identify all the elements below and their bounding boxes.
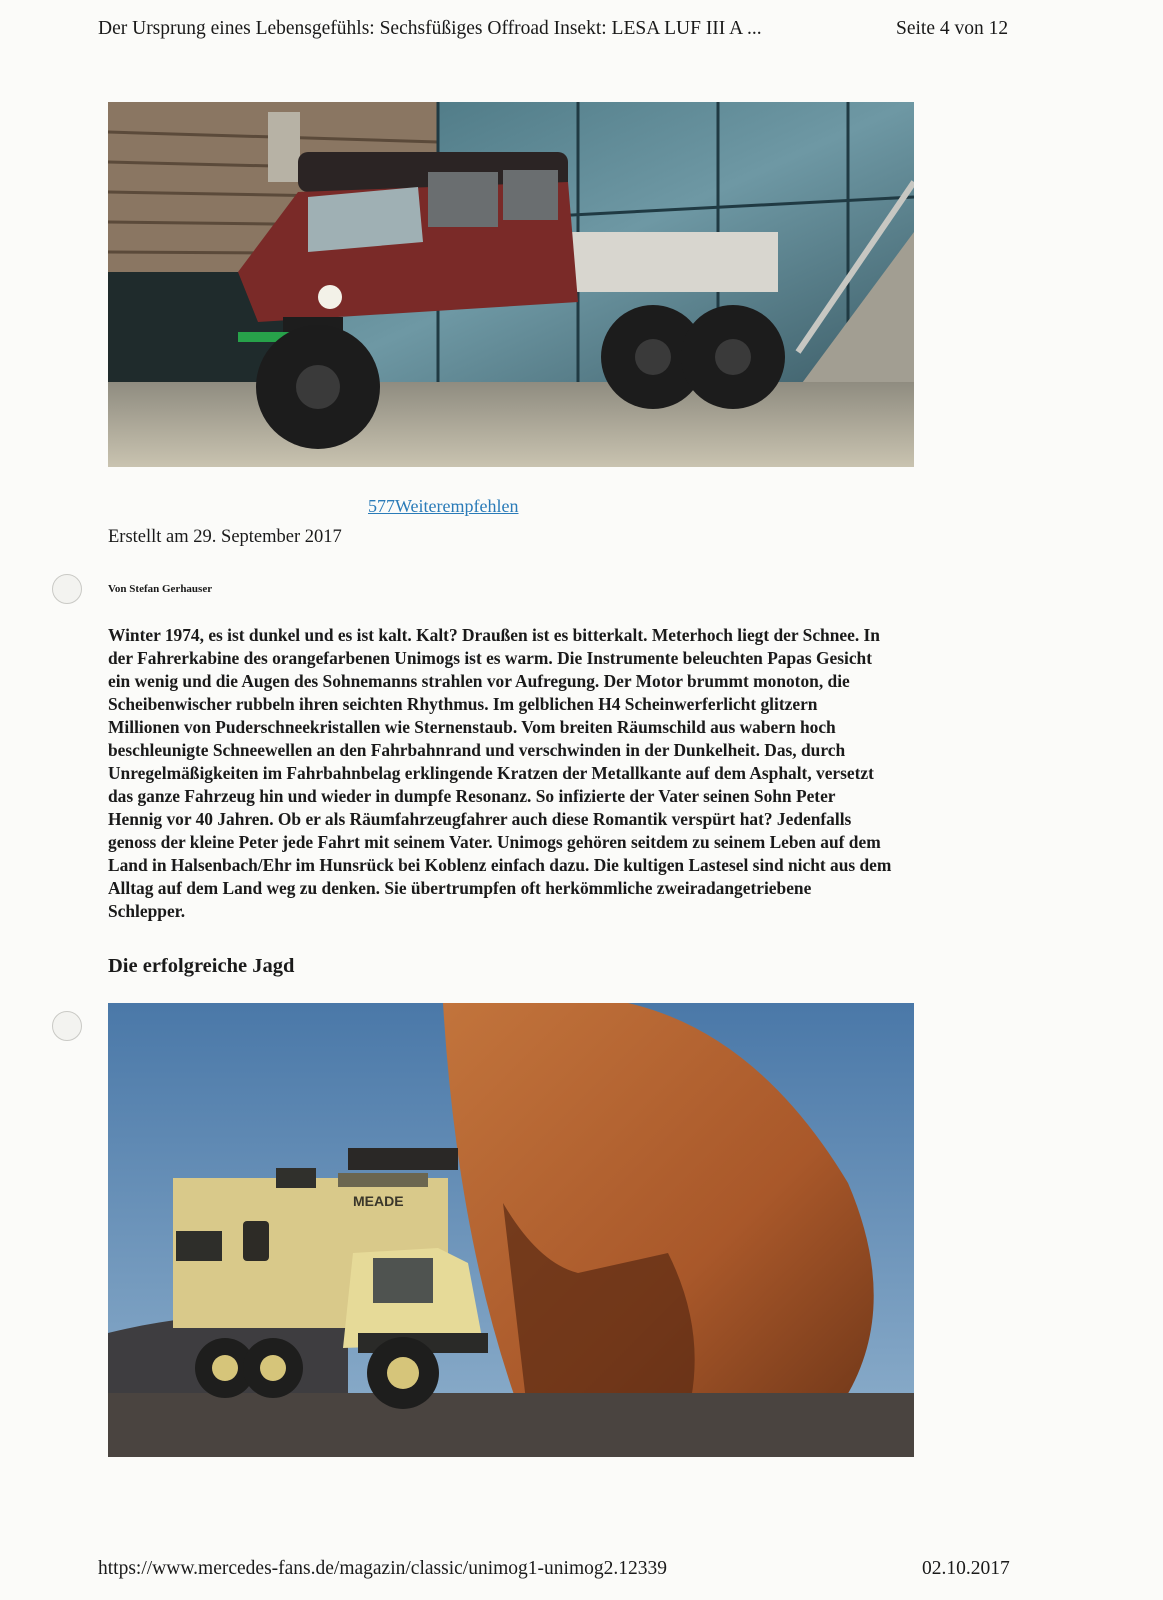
page-number: Seite 4 von 12 xyxy=(896,18,1009,39)
body-line: Alltag auf dem Land weg zu denken. Sie übertrumpfen oft herkömmliche zweiradangetriebene xyxy=(108,878,812,898)
body-line: beschleunigte Schneewellen an den Fahrbahnrand und verschwinden in der Dunkelheit. Das, durch xyxy=(108,740,846,760)
yellow-unimog-photo xyxy=(108,1003,914,1457)
body-line: das ganze Fahrzeug hin und wieder in dumpfe Resonanz. So infizierte der Vater seinen Sohn Peter xyxy=(108,786,836,806)
body-line: Millionen von Puderschneekristallen wie Sternenstaub. Vom breiten Räumschild aus wabern hoch xyxy=(108,717,836,737)
recommend-link[interactable]: 577Weiterempfehlen xyxy=(368,496,519,516)
author-byline: Von Stefan Gerhauser xyxy=(108,583,213,595)
source-url: https://www.mercedes-fans.de/magazin/classic/unimog1-unimog2.12339 xyxy=(98,1558,667,1579)
body-line: Schlepper. xyxy=(108,901,186,921)
red-unimog-photo xyxy=(108,102,914,467)
punch-hole xyxy=(52,1011,82,1041)
body-line: genoss der kleine Peter jede Fahrt mit seinem Vater. Unimogs gehören seitdem zu seinem Leben auf dem xyxy=(108,832,881,852)
meade-box-lettering: MEADE xyxy=(353,1193,404,1209)
created-date: Erstellt am 29. September 2017 xyxy=(108,527,342,547)
page-header-title: Der Ursprung eines Lebensgefühls: Sechsfüßiges Offroad Insekt: LESA LUF III A ... xyxy=(98,18,762,39)
body-line: Unregelmäßigkeiten im Fahrbahnbelag erklingende Kratzen der Metallkante auf dem Asphalt, versetzt xyxy=(108,763,874,783)
print-date: 02.10.2017 xyxy=(922,1558,1010,1579)
body-line: Winter 1974, es ist dunkel und es ist kalt. Kalt? Draußen ist es bitterkalt. Meterhoch liegt der Schnee. In xyxy=(108,625,880,645)
section-heading: Die erfolgreiche Jagd xyxy=(108,955,295,977)
body-line: der Fahrerkabine des orangefarbenen Unimogs ist es warm. Die Instrumente beleuchten Papas Gesicht xyxy=(108,648,873,668)
body-line: Hennig vor 40 Jahren. Ob er als Räumfahrzeugfahrer auch diese Romantik verspürt hat? Jedenfalls xyxy=(108,809,852,829)
body-line: ein wenig und die Augen des Sohnemanns strahlen vor Aufregung. Der Motor brummt monoton, die xyxy=(108,671,850,691)
body-line: Land in Halsenbach/Ehr im Hunsrück bei Koblenz einfach dazu. Die kultigen Lastesel sind nicht aus dem xyxy=(108,855,892,875)
body-line: Scheibenwischer rubbeln ihren seichten Rhythmus. Im gelblichen H4 Scheinwerferlicht glitzern xyxy=(108,694,818,714)
article-body xyxy=(108,624,1028,923)
punch-hole xyxy=(52,574,82,604)
